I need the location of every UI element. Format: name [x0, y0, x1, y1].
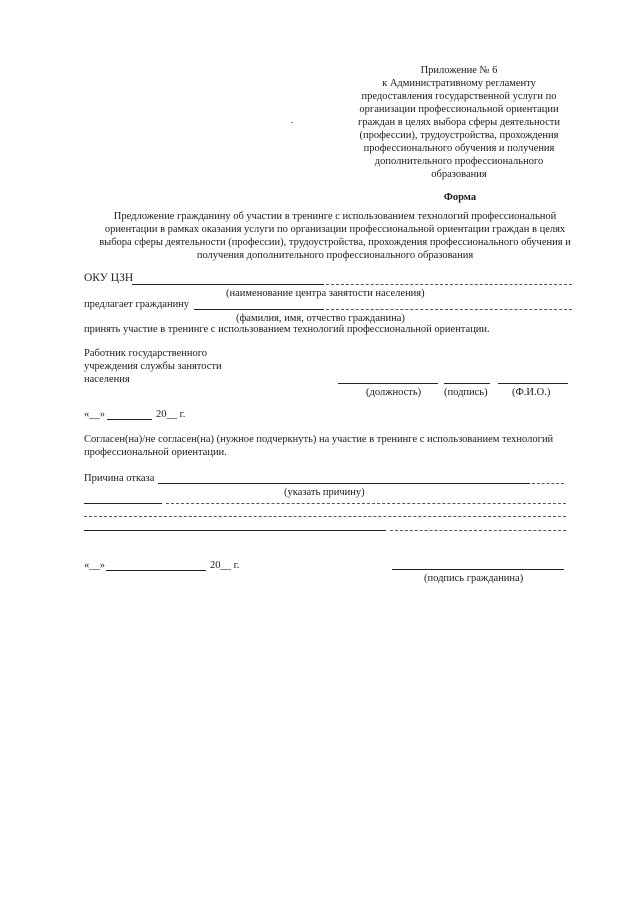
citizen-line[interactable] — [194, 309, 324, 310]
refusal-extra-line[interactable] — [84, 516, 566, 517]
heading-line: ориентации в рамках оказания услуги по организации профессиональной ориентации граждан в целях — [104, 224, 566, 235]
refusal-extra-line-dashed — [390, 530, 566, 531]
refusal-line-dashed — [532, 483, 564, 484]
signature-caption: (подпись) — [444, 387, 488, 398]
name-line[interactable] — [498, 383, 568, 384]
date1-day: «__» — [84, 409, 105, 420]
org-line-dashed — [326, 284, 572, 285]
heading-line: получения дополнительного профессионального образования — [196, 250, 474, 261]
appendix-line: к Административному регламенту — [382, 78, 536, 89]
refusal-label: Причина отказа — [84, 473, 155, 484]
heading-line: Предложение гражданину об участии в тренинге с использованием технологий профессиональной — [113, 211, 557, 222]
refusal-extra-line[interactable] — [84, 503, 162, 504]
appendix-line: Приложение № 6 — [420, 65, 498, 76]
offers-label: предлагает гражданину — [84, 299, 190, 310]
date2-year: 20__ г. — [210, 560, 240, 571]
appendix-line: граждан в целях выбора сферы деятельности — [358, 117, 560, 128]
date2-month-line[interactable] — [106, 570, 206, 571]
org-caption: (наименование центра занятости населения) — [226, 288, 425, 299]
appendix-line: организации профессиональной ориентации — [359, 104, 559, 115]
refusal-extra-line[interactable] — [84, 530, 386, 531]
signature-line[interactable] — [444, 383, 490, 384]
position-caption: (должность) — [366, 387, 422, 398]
refusal-line[interactable] — [158, 483, 530, 484]
citizen-signature-caption: (подпись гражданина) — [424, 573, 524, 584]
position-line[interactable] — [338, 383, 438, 384]
scan-speck — [291, 122, 293, 123]
document-heading — [84, 210, 586, 262]
refusal-extra-line-dashed — [166, 503, 566, 504]
appendix-line: предоставления государственной услуги по — [361, 91, 557, 102]
appendix-line: образования — [431, 169, 487, 180]
org-label: ОКУ ЦЗН — [84, 272, 134, 284]
form-label: Форма — [443, 192, 477, 203]
consent-line: Согласен(на)/не согласен(на) (нужное подчеркнуть) на участие в тренинге с использованием технологий — [84, 434, 554, 445]
date1-year: 20__ г. — [156, 409, 186, 420]
appendix-line: профессионального обучения и получения — [363, 143, 555, 154]
refusal-caption: (указать причину) — [284, 487, 365, 498]
employee-line: населения — [84, 374, 130, 385]
appendix-line: дополнительного профессионального — [374, 156, 544, 167]
employee-line: учреждения службы занятости — [84, 361, 222, 372]
org-line[interactable] — [132, 284, 324, 285]
date2-day: «__» — [84, 560, 105, 571]
citizen-caption: (фамилия, имя, отчество гражданина) — [236, 313, 405, 324]
date1-month-line[interactable] — [107, 419, 152, 420]
appendix-line: (профессии), трудоустройства, прохождения — [359, 130, 559, 141]
accept-text: принять участие в тренинге с использованием технологий профессиональной ориентации. — [84, 324, 490, 335]
employee-line: Работник государственного — [84, 348, 208, 359]
citizen-signature-line[interactable] — [392, 569, 564, 570]
heading-line: выбора сферы деятельности (профессии), трудоустройства, прохождения профессионального обучения и — [99, 237, 571, 248]
name-caption: (Ф.И.О.) — [512, 387, 551, 398]
citizen-line-dashed — [326, 309, 572, 310]
appendix-block — [340, 64, 578, 181]
consent-line: профессиональной ориентации. — [84, 447, 227, 458]
